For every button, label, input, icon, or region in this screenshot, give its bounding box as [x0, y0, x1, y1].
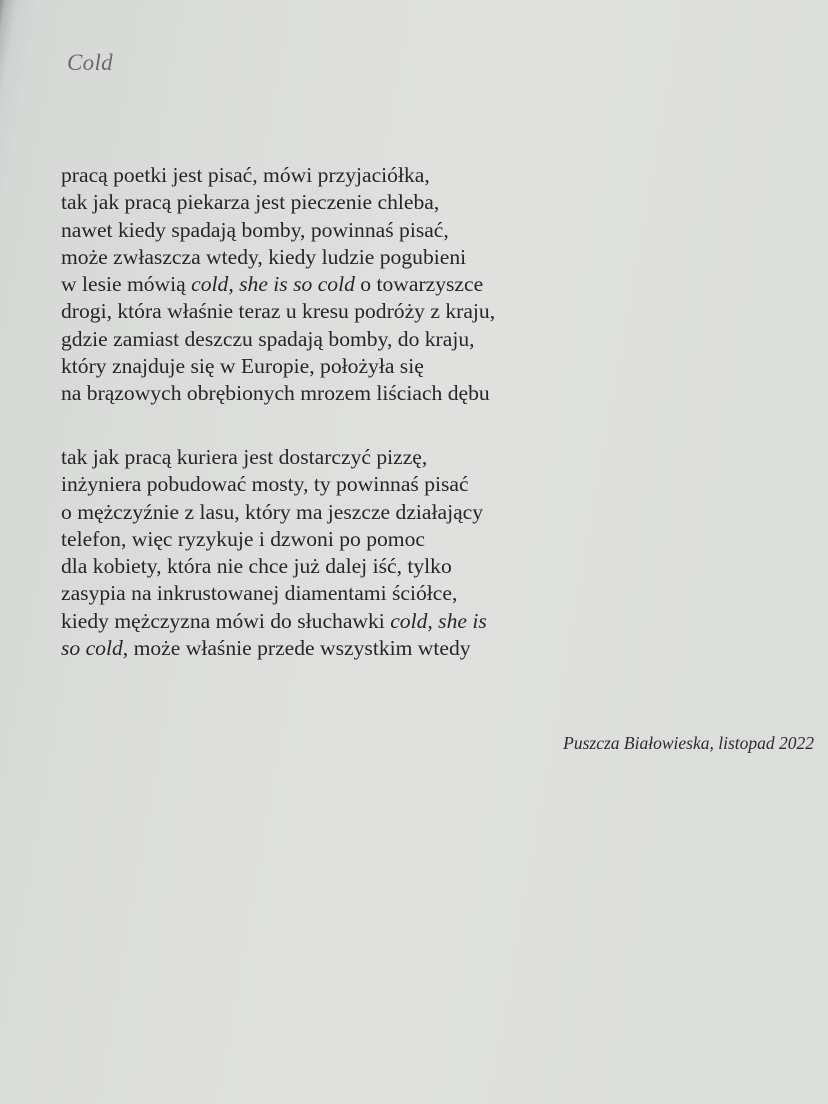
poem-line-segment: dla kobiety, która nie chce już dalej iść, tylko — [61, 554, 452, 579]
poem-line — [61, 353, 495, 380]
poem-line-segment: inżyniera pobudować mosty, ty powinnaś pisać — [61, 472, 469, 497]
poem-line-segment: tak jak pracą piekarza jest pieczenie chleba, — [61, 190, 440, 215]
poem-stanza-1 — [61, 162, 495, 408]
poem-line-segment: nawet kiedy spadają bomby, powinnaś pisać, — [61, 217, 449, 242]
poem-line-segment: pracą poetki jest pisać, mówi przyjaciółka, — [61, 163, 430, 187]
poem-line-segment: który znajduje się w Europie, położyła się — [61, 354, 424, 379]
poem-stanza-2 — [61, 444, 487, 662]
poem-line-segment: o mężczyźnie z lasu, który ma jeszcze działający — [61, 499, 484, 524]
poem-line-segment: o towarzyszce — [354, 272, 484, 297]
poem-line — [61, 444, 487, 471]
poem-line — [61, 217, 495, 244]
poem-line-segment: kiedy mężczyzna mówi do słuchawki — [61, 608, 391, 633]
poem-line — [61, 298, 495, 325]
poem-line — [61, 635, 487, 662]
poem-line-segment: drogi, która właśnie teraz u kresu podróży z kraju, — [61, 299, 496, 324]
poem-line — [61, 380, 495, 407]
poem-signature: Puszcza Białowieska, listopad 2022 — [563, 733, 814, 753]
poem-line-segment: w lesie mówią — [61, 272, 192, 297]
poem-line-segment: , może właśnie przede wszystkim wtedy — [122, 636, 471, 661]
poem-line — [61, 608, 487, 635]
poem-line-segment: gdzie zamiast deszczu spadają bomby, do kraju, — [61, 326, 475, 351]
poem-line — [61, 526, 487, 553]
poem-line — [61, 162, 495, 189]
poem-line-segment: może zwłaszcza wtedy, kiedy ludzie pogubieni — [61, 244, 467, 269]
poem-line-segment: telefon, więc ryzykuje i dzwoni po pomoc — [61, 526, 425, 551]
poem-line — [61, 326, 495, 353]
poem-line — [61, 271, 495, 298]
poem-line — [61, 189, 495, 216]
poem-title: Cold — [67, 50, 113, 75]
poem-line-italic-segment: cold, she is — [390, 608, 487, 633]
poem-line-italic-segment: so cold — [61, 636, 123, 661]
poem-line — [61, 580, 487, 607]
poem-line — [61, 244, 495, 271]
poem-line-segment: na brązowych obrębionych mrozem liściach dębu — [61, 381, 490, 406]
poem-line-italic-segment: cold, she is so cold — [191, 272, 355, 297]
poem-line-segment: zasypia na inkrustowanej diamentami ściółce, — [61, 581, 458, 606]
poem-line — [61, 499, 487, 526]
poem-line-segment: tak jak pracą kuriera jest dostarczyć pizzę, — [61, 445, 428, 469]
poem-line — [61, 553, 487, 580]
poem-line — [61, 471, 487, 498]
